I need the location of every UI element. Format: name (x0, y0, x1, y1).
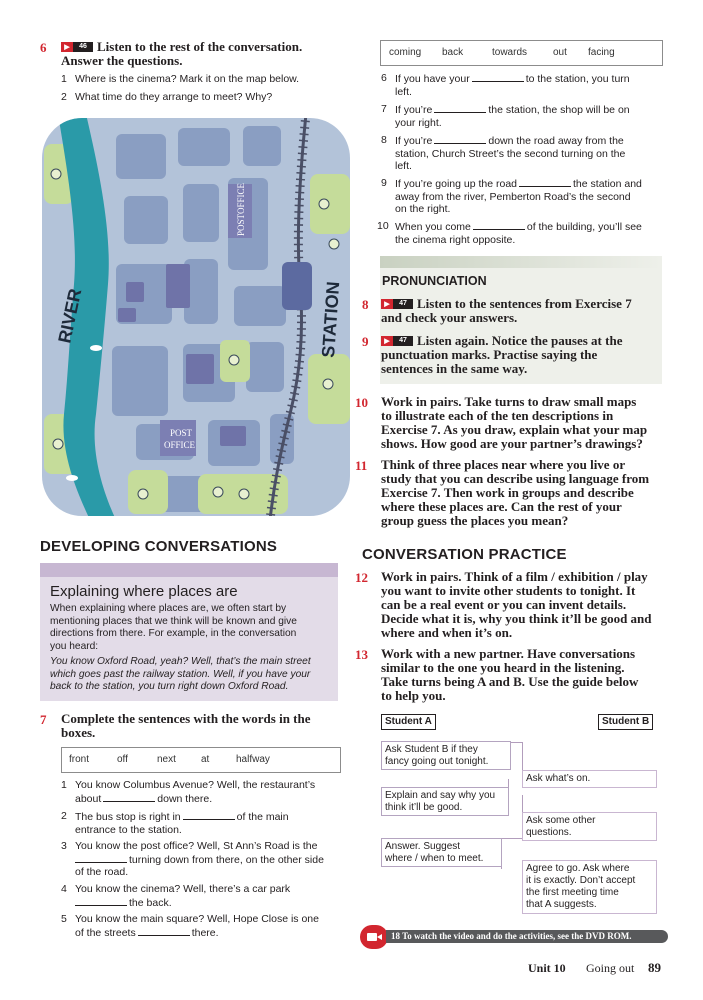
exercise-11-instruction: Think of three places near where you live or study that you can describe using language from Exercise 7. Then work in groups and describe where these places are. Can the rest of your group guess the places you mean? (381, 457, 650, 528)
exercise-11-number: 11 (355, 458, 368, 473)
word-box-word: back (442, 47, 464, 58)
guide-connector (508, 795, 523, 819)
answer-blank[interactable] (75, 853, 127, 863)
exercise-10-number: 10 (355, 395, 368, 410)
post-office-label: POST (170, 428, 193, 438)
word-box-2 (380, 40, 663, 66)
audio-track-icon[interactable]: ▶ 47 (381, 299, 413, 309)
word-box-word: halfway (236, 754, 270, 765)
post-office-label: POST (236, 213, 246, 236)
pronunciation-title: PRONUNCIATION (382, 274, 487, 288)
exercise-9-number: 9 (362, 334, 369, 349)
answer-blank[interactable] (519, 177, 571, 187)
developing-conversations-title: DEVELOPING CONVERSATIONS (40, 538, 278, 555)
word-box-word: coming (389, 47, 422, 58)
student-b-label: Student B (598, 714, 653, 730)
guide-connector (501, 838, 523, 869)
answer-blank[interactable] (183, 810, 235, 820)
answer-blank[interactable] (472, 72, 524, 82)
guide-step-a2: Explain and say why you think it’ll be good. (381, 787, 509, 816)
word-box-word: out (553, 47, 567, 58)
explanation-box-title: Explaining where places are (50, 583, 238, 600)
exercise-8-number: 8 (362, 297, 369, 312)
answer-blank[interactable] (103, 792, 155, 802)
guide-step-a1: Ask Student B if they fancy going out tonight. (381, 741, 511, 770)
exercise-7-instruction: Complete the sentences with the words in the boxes. (61, 711, 311, 740)
answer-blank[interactable] (138, 926, 190, 936)
word-box-1 (61, 747, 341, 773)
exercise-13-instruction: Work with a new partner. Have conversations similar to the one you heard in the listening. Take turns being A and B. Use the guide below to help you. (381, 646, 639, 703)
exercise-9-instruction: ▶ 47 Listen again. Notice the pauses at the punctuation marks. Practise saying the sentences in the same way. (381, 333, 623, 376)
footer-title: Going out (586, 961, 635, 975)
exercise-7-number: 7 (40, 712, 47, 727)
student-a-label: Student A (381, 714, 436, 730)
exercise-12-number: 12 (355, 570, 368, 585)
explanation-header-bar (40, 563, 338, 577)
footer-unit: Unit 10 (528, 961, 566, 975)
audio-track-icon[interactable]: ▶ 47 (381, 336, 413, 346)
video-icon[interactable] (360, 925, 388, 949)
conversation-practice-title: CONVERSATION PRACTICE (362, 546, 567, 563)
exercise-6-instruction: ▶ 46 Listen to the rest of the conversation. Answer the questions. (61, 39, 303, 68)
word-box-word: at (201, 754, 210, 765)
post-office-label: OFFICE (236, 182, 246, 214)
explanation-body: When explaining where places are, we often start by mentioning places that we think will be known and give directions from there. For example, in the conversation you heard: (50, 603, 297, 652)
exercise-10-instruction: Work in pairs. Take turns to draw small maps to illustrate each of the ten descriptions in Exercise 7. As you draw, explain what your map shows. How good are your partner’s drawings? (381, 394, 648, 451)
pronunciation-header-bar (380, 256, 662, 268)
guide-step-b1: Ask what’s on. (522, 770, 657, 788)
word-box-word: front (69, 754, 90, 765)
town-map-illustration (38, 114, 354, 520)
guide-step-b3: Agree to go. Ask where it is exactly. Don’t accept the first meeting time that A suggests. (522, 860, 657, 914)
exercise-8-instruction: ▶ 47 Listen to the sentences from Exercise 7 and check your answers. (381, 296, 632, 325)
guide-step-a3: Answer. Suggest where / when to meet. (381, 838, 502, 867)
exercise-13-number: 13 (355, 647, 368, 662)
page-number: 89 (648, 960, 661, 975)
station-label: STATION (318, 280, 344, 359)
guide-connector (508, 779, 523, 795)
exercise-12-instruction: Work in pairs. Think of a film / exhibition / play you want to invite other students to tonight. It can be a real event or you can invent details. Decide what it is, why you think it’ll be good and where and when it’s on. (381, 569, 652, 640)
river-label: RIVER (54, 286, 86, 345)
answer-blank[interactable] (75, 896, 127, 906)
exercise-6-number: 6 (40, 40, 47, 55)
guide-step-b2: Ask some other questions. (522, 812, 657, 841)
word-box-word: towards (492, 47, 528, 58)
post-office-label: OFFICE (164, 440, 196, 450)
answer-blank[interactable] (434, 134, 486, 144)
explanation-example: You know Oxford Road, yeah? Well, that’s the main street which goes past the railway station. Well, if you have your back to the station, you turn right down Oxford Road. (50, 656, 311, 692)
word-box-word: facing (588, 47, 615, 58)
video-note: 18 To watch the video and do the activities, see the DVD ROM. (386, 930, 668, 943)
word-box-word: off (117, 754, 128, 765)
answer-blank[interactable] (473, 220, 525, 230)
audio-track-icon[interactable]: ▶ 46 (61, 42, 93, 52)
answer-blank[interactable] (434, 103, 486, 113)
word-box-word: next (157, 754, 176, 765)
